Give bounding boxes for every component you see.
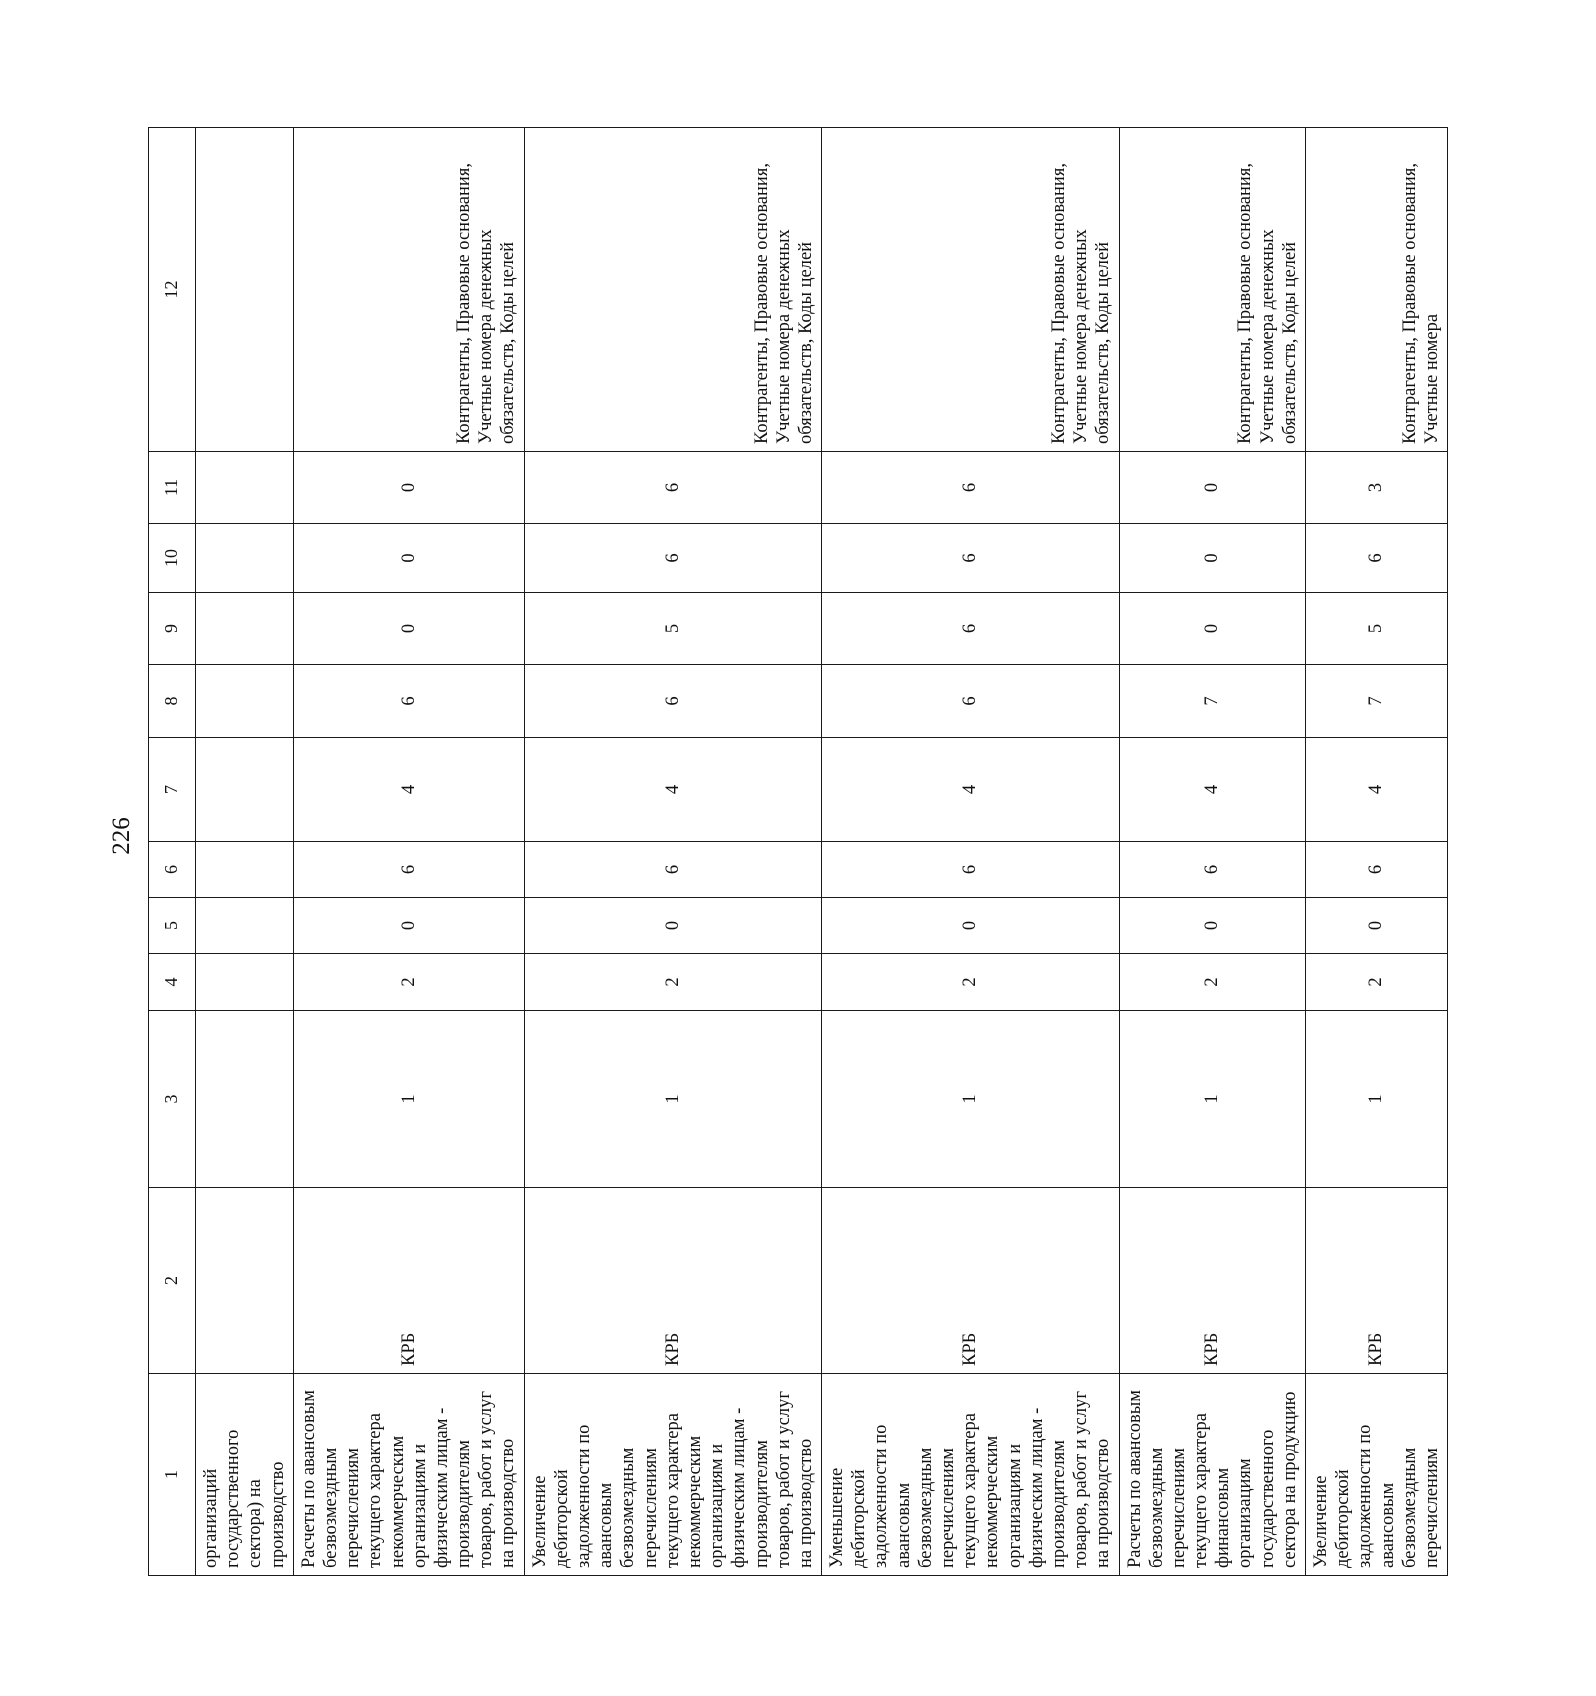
rotated-table-content: [148, 128, 1442, 1576]
table-cell: 2: [1306, 954, 1448, 1011]
table-cell: 6: [293, 842, 524, 898]
table-cell: 4: [293, 738, 524, 842]
table-cell: 6: [1119, 842, 1306, 898]
table-cell: 6: [293, 665, 524, 738]
table-cell: [196, 898, 294, 954]
table-cell: 0: [1119, 452, 1306, 524]
table-cell: 6: [1306, 524, 1448, 593]
row-notes: Контрагенты, Правовые основания, Учетные номера денежных обязательств, Коды целей: [293, 128, 524, 452]
table-cell: [196, 452, 294, 524]
table-cell: 4: [1119, 738, 1306, 842]
row-description: Расчеты по авансовым безвозмездным перечислениям текущего характера некоммерческим организациям и физическим лицам - производителям товаров, работ и услуг на производство: [293, 1374, 524, 1576]
table-cell: 4: [822, 738, 1119, 842]
column-header: 8: [149, 665, 196, 738]
row-label: КРБ: [1119, 1188, 1306, 1374]
column-header: 1: [149, 1374, 196, 1576]
table-cell: 5: [524, 593, 821, 665]
table-cell: 2: [293, 954, 524, 1011]
table-cell: 6: [524, 665, 821, 738]
table-cell: [196, 842, 294, 898]
table-cell: 6: [822, 842, 1119, 898]
table-cell: [196, 665, 294, 738]
table-cell: 2: [1119, 954, 1306, 1011]
table-row: [1119, 128, 1306, 1576]
row-notes: Контрагенты, Правовые основания, Учетные номера: [1306, 128, 1448, 452]
row-description: Увеличение дебиторской задолженности по авансовым безвозмездным перечислениям: [1306, 1374, 1448, 1576]
row-description: организаций государственного сектора) на производство: [196, 1374, 294, 1576]
row-description: Увеличение дебиторской задолженности по авансовым безвозмездным перечислениям текущего характера некоммерческим организациям и физическим лицам - производителям товаров, работ и услуг на производство: [524, 1374, 821, 1576]
row-description: Расчеты по авансовым безвозмездным перечислениям текущего характера финансовым организациям государственного сектора на продукцию: [1119, 1374, 1306, 1576]
column-header: 11: [149, 452, 196, 524]
table-cell: [196, 738, 294, 842]
table-cell: 4: [1306, 738, 1448, 842]
table-cell: 0: [293, 524, 524, 593]
table-row: [196, 128, 294, 1576]
table-cell: 1: [1306, 1011, 1448, 1188]
table-row: [822, 128, 1119, 1576]
table-cell: [196, 954, 294, 1011]
table-cell: 6: [822, 452, 1119, 524]
table-cell: 1: [293, 1011, 524, 1188]
table-cell: 4: [524, 738, 821, 842]
table-cell: 1: [1119, 1011, 1306, 1188]
column-header: 4: [149, 954, 196, 1011]
table-cell: 0: [524, 898, 821, 954]
row-label: КРБ: [822, 1188, 1119, 1374]
table-cell: 3: [1306, 452, 1448, 524]
column-header: 7: [149, 738, 196, 842]
table-cell: 1: [822, 1011, 1119, 1188]
table-cell: 5: [1306, 593, 1448, 665]
table-cell: 7: [1306, 665, 1448, 738]
table-cell: [196, 1011, 294, 1188]
table-cell: 0: [822, 898, 1119, 954]
table-cell: 6: [524, 524, 821, 593]
column-header: 5: [149, 898, 196, 954]
rotated-table-frame: [148, 128, 1596, 1568]
row-label: КРБ: [1306, 1188, 1448, 1374]
row-label: [196, 1188, 294, 1374]
row-notes: Контрагенты, Правовые основания, Учетные номера денежных обязательств, Коды целей: [1119, 128, 1306, 452]
table-cell: 0: [293, 898, 524, 954]
table-cell: [196, 524, 294, 593]
table-row: [524, 128, 821, 1576]
column-header: 12: [149, 128, 196, 452]
row-notes: Контрагенты, Правовые основания, Учетные номера денежных обязательств, Коды целей: [822, 128, 1119, 452]
row-notes: [196, 128, 294, 452]
table-cell: 0: [1306, 898, 1448, 954]
row-label: КРБ: [293, 1188, 524, 1374]
table-cell: 6: [524, 842, 821, 898]
table-cell: [196, 593, 294, 665]
accounts-table: [148, 127, 1448, 1576]
table-cell: 0: [1119, 524, 1306, 593]
column-header: 10: [149, 524, 196, 593]
table-cell: 7: [1119, 665, 1306, 738]
row-label: КРБ: [524, 1188, 821, 1374]
column-header: 9: [149, 593, 196, 665]
column-header: 2: [149, 1188, 196, 1374]
table-cell: 0: [1119, 593, 1306, 665]
table-row: [293, 128, 524, 1576]
table-cell: 0: [293, 452, 524, 524]
table-cell: 1: [524, 1011, 821, 1188]
column-header: 6: [149, 842, 196, 898]
table-cell: 2: [822, 954, 1119, 1011]
table-cell: 2: [524, 954, 821, 1011]
page-number: 226: [108, 817, 135, 855]
table-cell: 6: [524, 452, 821, 524]
table-cell: 6: [822, 524, 1119, 593]
table-cell: 0: [1119, 898, 1306, 954]
table-row: [1306, 128, 1448, 1576]
row-description: Уменьшение дебиторской задолженности по авансовым безвозмездным перечислениям текущего характера некоммерческим организациям и физическим лицам - производителям товаров, работ и услуг на производство: [822, 1374, 1119, 1576]
table-cell: 6: [1306, 842, 1448, 898]
table-cell: 0: [293, 593, 524, 665]
column-header: 3: [149, 1011, 196, 1188]
table-cell: 6: [822, 665, 1119, 738]
header-row: [149, 128, 196, 1576]
table-cell: 6: [822, 593, 1119, 665]
row-notes: Контрагенты, Правовые основания, Учетные номера денежных обязательств, Коды целей: [524, 128, 821, 452]
